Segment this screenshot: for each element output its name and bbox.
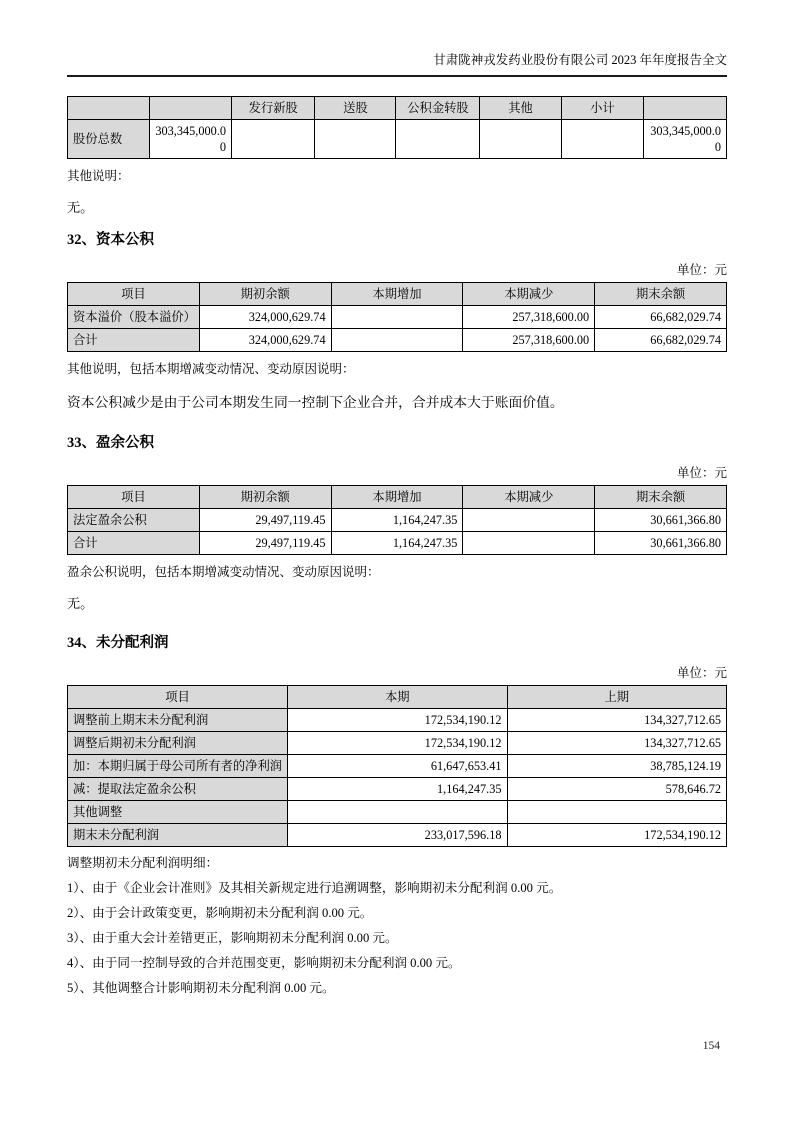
numeric-cell: 30,661,366.80: [595, 509, 727, 532]
adjustment-note-2: 2）、由于会计政策变更，影响期初未分配利润 0.00 元。: [67, 906, 373, 920]
numeric-cell: 303,345,000.00: [150, 120, 232, 159]
numeric-cell: 29,497,119.45: [199, 532, 331, 555]
undistributed-profit-table: [67, 685, 727, 847]
section-title-capital-reserve: 32、资本公积: [67, 232, 154, 248]
table-row: [68, 509, 727, 532]
numeric-cell: 257,318,600.00: [463, 306, 595, 329]
numeric-cell: 172,534,190.12: [507, 824, 726, 847]
numeric-cell: [480, 120, 561, 159]
table-row: [68, 306, 727, 329]
table-header-cell: 其他: [480, 97, 561, 120]
adjustment-note-4: 4）、由于同一控制导致的合并范围变更，影响期初未分配利润 0.00 元。: [67, 956, 461, 970]
table-total-row: [68, 824, 727, 847]
row-label-cell: 法定盈余公积: [68, 509, 200, 532]
row-label-cell: 期末未分配利润: [68, 824, 288, 847]
table-header-cell: 小计: [561, 97, 644, 120]
row-label-cell: 合计: [68, 532, 200, 555]
numeric-cell: 324,000,629.74: [199, 329, 331, 352]
table-header-cell: 本期增加: [331, 486, 463, 509]
numeric-cell: [315, 120, 396, 159]
table-total-row: [68, 532, 727, 555]
table-header-cell: [68, 97, 150, 120]
numeric-cell: 134,327,712.65: [507, 732, 726, 755]
numeric-cell: 134,327,712.65: [507, 709, 726, 732]
capital-reserve-table: [67, 282, 727, 352]
table-row: [68, 801, 727, 824]
numeric-cell: 1,164,247.35: [288, 778, 507, 801]
table-total-row: [68, 329, 727, 352]
row-label-cell: 减：提取法定盈余公积: [68, 778, 288, 801]
table-header-cell: 期末余额: [595, 283, 727, 306]
row-label-cell: 调整后期初未分配利润: [68, 732, 288, 755]
row-label-cell: 加：本期归属于母公司所有者的净利润: [68, 755, 288, 778]
adjustment-note-5: 5）、其他调整合计影响期初未分配利润 0.00 元。: [67, 981, 335, 995]
row-label-cell: 资本溢价（股本溢价）: [68, 306, 200, 329]
numeric-cell: 66,682,029.74: [595, 306, 727, 329]
numeric-cell: [232, 120, 315, 159]
numeric-cell: [331, 306, 463, 329]
table-header-cell: 上期: [507, 686, 726, 709]
numeric-cell: 257,318,600.00: [463, 329, 595, 352]
table-header-cell: 本期减少: [463, 486, 595, 509]
adjustment-detail-heading: 调整期初未分配利润明细：: [67, 856, 219, 870]
section-title-surplus-reserve: 33、盈余公积: [67, 435, 154, 451]
numeric-cell: 66,682,029.74: [595, 329, 727, 352]
table-header-cell: 期初余额: [199, 283, 331, 306]
numeric-cell: [561, 120, 644, 159]
table-header-cell: 本期增加: [331, 283, 463, 306]
adjustment-note-1: 1）、由于《企业会计准则》及其相关新规定进行追溯调整，影响期初未分配利润 0.00 元。: [67, 881, 562, 895]
table-header-cell: 本期: [288, 686, 507, 709]
share-table-row: [68, 120, 727, 159]
section-title-undistributed-profit: 34、未分配利润: [67, 635, 169, 651]
surplus-reserve-note-value: 无。: [67, 596, 94, 611]
row-label-cell: 股份总数: [68, 120, 150, 159]
numeric-cell: [396, 120, 480, 159]
surplus-reserve-table: [67, 485, 727, 555]
surplus-reserve-note-label: 盈余公积说明，包括本期增减变动情况、变动原因说明：: [67, 565, 380, 579]
numeric-cell: [463, 509, 595, 532]
page-number: 154: [702, 1040, 720, 1052]
undistributed-profit-header-row: [68, 686, 727, 709]
table-header-cell: 发行新股: [232, 97, 315, 120]
table-header-cell: 项目: [68, 486, 200, 509]
table-header-cell: 项目: [68, 686, 288, 709]
table-header-cell: 公积金转股: [396, 97, 480, 120]
table-row: [68, 755, 727, 778]
row-label-cell: 合计: [68, 329, 200, 352]
numeric-cell: 233,017,596.18: [288, 824, 507, 847]
adjustment-note-3: 3）、由于重大会计差错更正，影响期初未分配利润 0.00 元。: [67, 931, 398, 945]
unit-label: 单位：元: [676, 466, 727, 480]
numeric-cell: 38,785,124.19: [507, 755, 726, 778]
table-header-cell: [644, 97, 727, 120]
numeric-cell: 30,661,366.80: [595, 532, 727, 555]
table-row: [68, 709, 727, 732]
table-header-cell: 项目: [68, 283, 200, 306]
numeric-cell: 29,497,119.45: [199, 509, 331, 532]
capital-reserve-header-row: [68, 283, 727, 306]
numeric-cell: [507, 801, 726, 824]
capital-reserve-note-value: 资本公积减少是由于公司本期发生同一控制下企业合并，合并成本大于账面价值。: [67, 395, 564, 410]
share-table-header-row: [68, 97, 727, 120]
numeric-cell: 303,345,000.00: [644, 120, 727, 159]
share-changes-table: [67, 96, 727, 159]
numeric-cell: 172,534,190.12: [288, 732, 507, 755]
numeric-cell: 578,646.72: [507, 778, 726, 801]
numeric-cell: 1,164,247.35: [331, 509, 463, 532]
numeric-cell: 172,534,190.12: [288, 709, 507, 732]
unit-label: 单位：元: [676, 666, 727, 680]
unit-label: 单位：元: [676, 263, 727, 277]
report-header-title: 甘肃陇神戎发药业股份有限公司 2023 年年度报告全文: [67, 52, 727, 77]
table-header-cell: 送股: [315, 97, 396, 120]
share-table-note-label: 其他说明：: [67, 169, 130, 183]
table-header-cell: 期末余额: [595, 486, 727, 509]
numeric-cell: 324,000,629.74: [199, 306, 331, 329]
table-row: [68, 732, 727, 755]
surplus-reserve-header-row: [68, 486, 727, 509]
numeric-cell: [331, 329, 463, 352]
table-header-cell: 期初余额: [199, 486, 331, 509]
table-header-cell: [150, 97, 232, 120]
numeric-cell: [463, 532, 595, 555]
share-table-note-value: 无。: [67, 200, 94, 215]
numeric-cell: 61,647,653.41: [288, 755, 507, 778]
row-label-cell: 其他调整: [68, 801, 288, 824]
table-header-cell: 本期减少: [463, 283, 595, 306]
row-label-cell: 调整前上期末未分配利润: [68, 709, 288, 732]
table-row: [68, 778, 727, 801]
capital-reserve-note-label: 其他说明，包括本期增减变动情况、变动原因说明：: [67, 362, 355, 376]
numeric-cell: [288, 801, 507, 824]
numeric-cell: 1,164,247.35: [331, 532, 463, 555]
